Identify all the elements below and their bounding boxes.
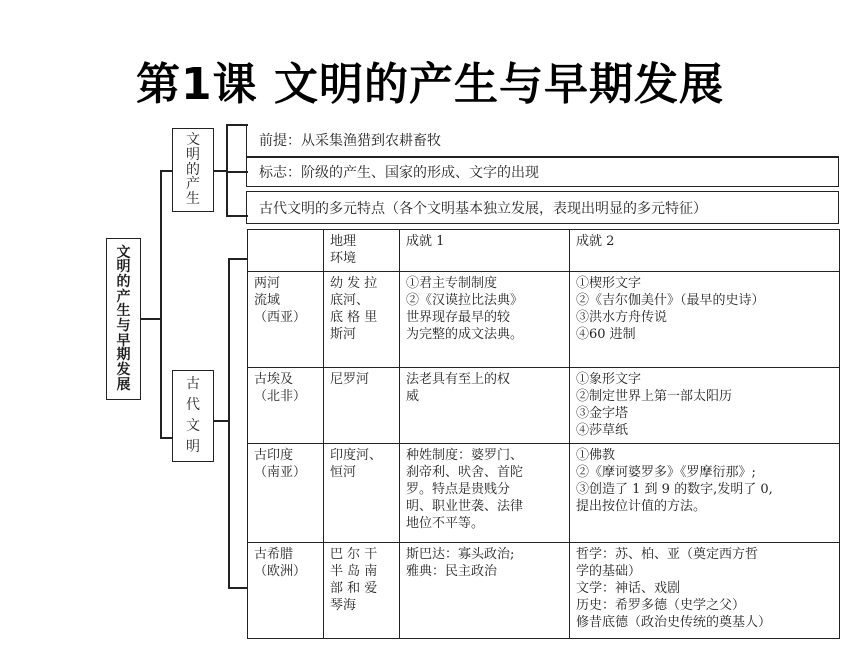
achievement-1-cell — [400, 272, 570, 368]
connector-to-branch2 — [160, 437, 172, 439]
geography-cell-line: 底 格 里 — [330, 310, 378, 325]
region-cell-line: 古埃及 — [254, 372, 294, 387]
connector-branch2-bracket — [228, 258, 230, 588]
achievement-2-cell — [570, 368, 840, 444]
achievement-1-cell-line: 罗。特点是贵贱分 — [406, 482, 511, 497]
achievement-1-cell-line: ①君主专制制度 — [406, 276, 498, 291]
connector-root-trunk — [141, 318, 161, 320]
region-cell-line: （欧洲） — [254, 564, 307, 579]
achievement-1-cell — [400, 543, 570, 639]
header-blank — [248, 230, 324, 272]
geography-cell-line: 底河、 — [330, 293, 370, 308]
geography-cell-line: 部 和 爱 — [330, 581, 378, 596]
root-label-char: 的 — [116, 273, 131, 290]
achievement-1-cell-line: ②《汉谟拉比法典》 — [406, 293, 524, 308]
geography-cell-line: 印度河、 — [330, 448, 383, 463]
header-achievement-2 — [570, 230, 840, 272]
header-achievement-1 — [400, 230, 570, 272]
achievement-2-cell-line: ②《摩诃婆罗多》《罗摩衍那》; — [576, 465, 756, 480]
origin-diversity: 古代文明的多元特点（各个文明基本独立发展，表现出明显的多元特征） — [246, 191, 839, 224]
region-cell-line: 两河 — [254, 276, 281, 291]
connector-branch2-out — [214, 420, 228, 422]
connector-branch2-top — [228, 258, 248, 260]
root-label-char: 生 — [116, 303, 131, 320]
connector-branch1-out — [214, 170, 226, 172]
branch1-label-char: 产 — [186, 176, 200, 193]
table-header-row — [248, 230, 840, 272]
header-geography — [324, 230, 400, 272]
branch2-label-char: 古 — [186, 376, 200, 392]
connector-item3 — [226, 215, 248, 217]
geography-cell — [324, 368, 400, 444]
connector-main-vertical — [160, 170, 162, 438]
connector-branch2-bottom — [228, 587, 248, 589]
region-cell — [248, 368, 324, 444]
region-cell — [248, 272, 324, 368]
table-row — [248, 272, 840, 368]
achievement-2-cell — [570, 444, 840, 543]
root-node — [106, 238, 141, 400]
achievement-1-cell-line: 地位不平等。 — [406, 516, 485, 531]
achievement-2-cell-line: 历史：希罗多德（史学之父） — [576, 598, 746, 613]
achievement-2-cell-line: 哲学：苏、柏、亚（奠定西方哲 — [576, 547, 759, 562]
geography-cell-line: 琴海 — [330, 598, 357, 613]
root-label-char: 明 — [116, 259, 131, 276]
root-label-char: 展 — [116, 376, 131, 393]
header-achievement-2-line: 成就 2 — [576, 234, 615, 249]
achievement-2-cell-line: ①佛教 — [576, 448, 616, 463]
connector-item2 — [226, 171, 248, 173]
achievement-2-cell-line: ③创造了 1 到 9 的数字,发明了 0, — [576, 482, 773, 497]
achievement-1-cell-line: 种姓制度：婆罗门、 — [406, 448, 524, 463]
geography-cell — [324, 444, 400, 543]
header-geography-line: 地理 — [330, 234, 357, 249]
region-cell-line: （南亚） — [254, 465, 307, 480]
root-label-char: 产 — [116, 288, 131, 305]
achievement-2-cell-line: ②制定世界上第一部太阳历 — [576, 389, 733, 404]
achievement-2-cell — [570, 272, 840, 368]
civilizations-table — [247, 229, 840, 639]
achievement-1-cell-line: 世界现存最早的较 — [406, 310, 511, 325]
root-label-char: 与 — [116, 318, 131, 334]
connector-item1 — [226, 124, 248, 126]
geography-cell-line: 半 岛 南 — [330, 564, 378, 579]
table-row — [248, 543, 840, 639]
geography-cell-line: 恒河 — [330, 465, 357, 480]
header-geography-line: 环境 — [330, 251, 357, 266]
branch1-label-char: 生 — [186, 191, 200, 208]
branch1-label-char: 明 — [186, 146, 200, 163]
achievement-2-cell-line: 学的基础） — [576, 564, 642, 579]
page-title: 第1课 文明的产生与早期发展 — [136, 59, 724, 110]
achievement-1-cell-line: 雅典：民主政治 — [406, 564, 498, 579]
region-cell-line: 流域 — [254, 293, 281, 308]
table-row — [248, 368, 840, 444]
achievement-1-cell-line: 刹帝利、吠舍、首陀 — [406, 465, 524, 480]
header-achievement-1-line: 成就 1 — [406, 234, 445, 249]
achievement-2-cell-line: ④莎草纸 — [576, 423, 629, 438]
branch-ancient-civilizations — [172, 370, 214, 462]
branch2-label-char: 文 — [186, 418, 200, 434]
geography-cell — [324, 272, 400, 368]
achievement-2-cell-line: ③洪水方舟传说 — [576, 310, 668, 325]
connector-branch1-bracket — [226, 124, 228, 216]
region-cell-line: 古印度 — [254, 448, 294, 463]
region-cell-line: （北非） — [254, 389, 307, 404]
region-cell — [248, 444, 324, 543]
achievement-2-cell — [570, 543, 840, 639]
achievement-1-cell-line: 斯巴达：寡头政治; — [406, 547, 515, 562]
root-label-char: 早 — [116, 332, 131, 349]
geography-cell-line: 尼罗河 — [330, 372, 370, 387]
achievement-1-cell-line: 法老具有至上的权 — [406, 372, 511, 387]
root-label-char: 文 — [116, 244, 131, 261]
branch2-label-char: 代 — [186, 397, 200, 413]
achievement-1-cell-line: 为完整的成文法典。 — [406, 327, 524, 342]
achievement-1-cell — [400, 444, 570, 543]
geography-cell-line: 幼 发 拉 — [330, 276, 378, 291]
origin-premise: 前提：从采集渔猎到农耕畜牧 — [246, 124, 839, 157]
branch-civilization-origin — [172, 128, 214, 212]
achievement-2-cell-line: ③金字塔 — [576, 406, 629, 421]
achievement-2-cell-line: ①象形文字 — [576, 372, 642, 387]
connector-to-branch1 — [160, 170, 172, 172]
region-cell — [248, 543, 324, 639]
geography-cell-line: 斯河 — [330, 327, 357, 342]
achievement-2-cell-line: ②《吉尔伽美什》（最早的史诗） — [576, 293, 765, 308]
achievement-1-cell — [400, 368, 570, 444]
achievement-2-cell-line: 文学：神话、戏剧 — [576, 581, 681, 596]
geography-cell-line: 巴 尔 干 — [330, 547, 378, 562]
achievement-2-cell-line: 修昔底德（政治史传统的奠基人） — [576, 615, 772, 630]
branch1-label-char: 文 — [186, 132, 200, 149]
achievement-2-cell-line: ①楔形文字 — [576, 276, 642, 291]
root-label-char: 发 — [116, 362, 131, 379]
achievement-2-cell-line: ④60 进制 — [576, 327, 636, 342]
branch2-label-char: 明 — [186, 439, 200, 455]
branch1-label-char: 的 — [186, 161, 200, 178]
achievement-1-cell-line: 明、职业世袭、法律 — [406, 499, 524, 514]
geography-cell — [324, 543, 400, 639]
achievement-1-cell-line: 威 — [406, 389, 420, 404]
region-cell-line: 古希腊 — [254, 547, 294, 562]
table-row — [248, 444, 840, 543]
root-label-char: 期 — [116, 347, 131, 364]
origin-markers: 标志：阶级的产生、国家的形成、文字的出现 — [246, 157, 839, 187]
achievement-2-cell-line: 提出按位计值的方法。 — [576, 499, 707, 514]
region-cell-line: （西亚） — [254, 310, 307, 325]
